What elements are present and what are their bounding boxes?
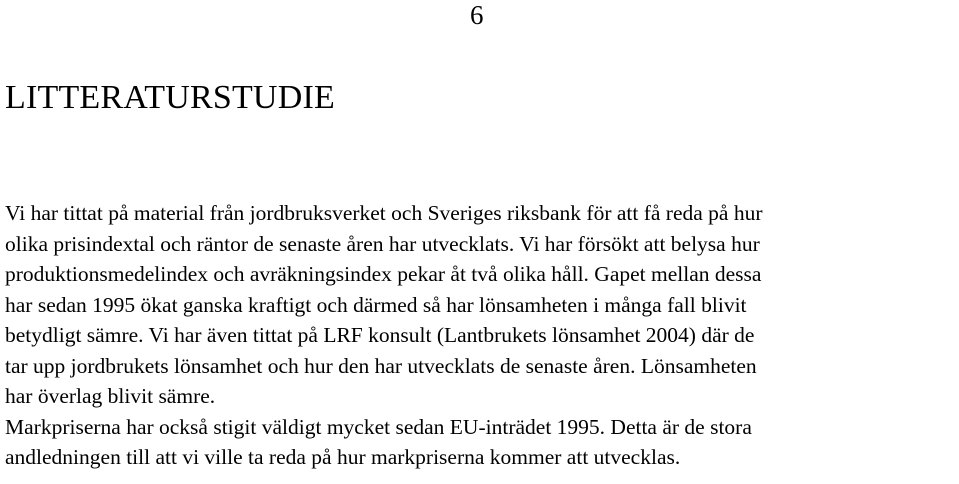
text-line: tar upp jordbrukets lönsamhet och hur den har utvecklats de senaste åren. Lönsamheten bbox=[5, 353, 757, 378]
body-text bbox=[5, 198, 957, 473]
text-line: olika prisindextal och räntor de senaste åren har utvecklats. Vi har försökt att belysa hur bbox=[5, 231, 760, 256]
text-line: har överlag blivit sämre. bbox=[5, 384, 216, 408]
section-heading: LITTERATURSTUDIE bbox=[5, 79, 335, 116]
paragraph-1 bbox=[5, 198, 957, 412]
text-line: Markpriserna har också stigit väldigt mycket sedan EU-inträdet 1995. Detta är de stora bbox=[5, 414, 752, 439]
page-number: 6 bbox=[470, 0, 484, 30]
text-line: produktionsmedelindex och avräkningsindex pekar åt två olika håll. Gapet mellan dessa bbox=[5, 262, 762, 286]
text-line: betydligt sämre. Vi har även tittat på LRF konsult (Lantbrukets lönsamhet 2004) där de bbox=[5, 323, 755, 347]
text-line: har sedan 1995 ökat ganska kraftigt och därmed så har lönsamheten i många fall blivit bbox=[5, 292, 747, 317]
text-line: Vi har tittat på material från jordbruksverket och Sveriges riksbank för att få reda på hur bbox=[5, 201, 763, 225]
text-line: andledningen till att vi ville ta reda på hur markpriserna kommer att utvecklas. bbox=[5, 445, 681, 469]
paragraph-2 bbox=[5, 412, 957, 473]
